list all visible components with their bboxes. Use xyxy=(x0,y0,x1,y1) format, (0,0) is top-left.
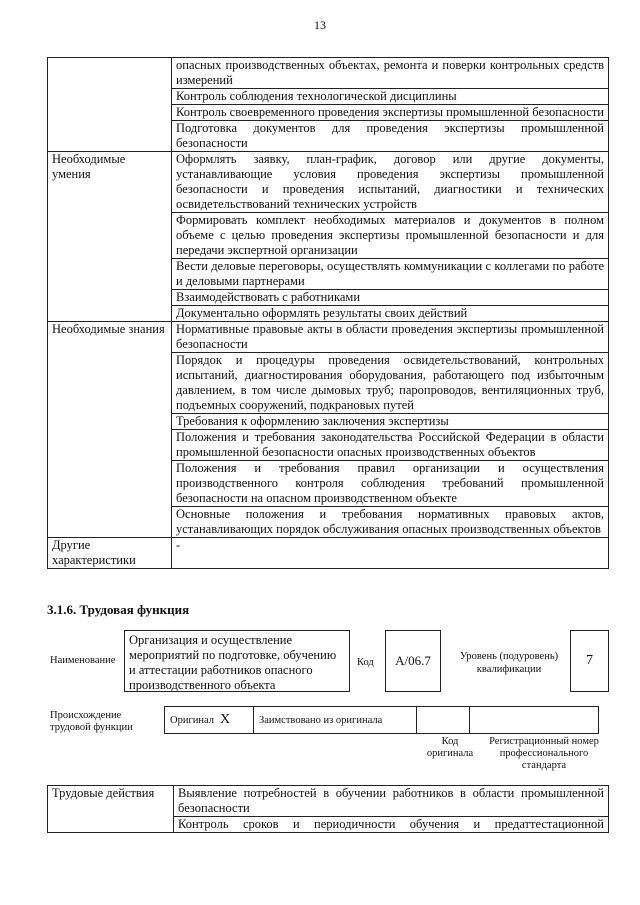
row-text: - xyxy=(172,538,609,569)
row-label-knowledge: Необходимые знания xyxy=(48,322,172,538)
reg-number-caption: Регистрационный номер профессионального стандарта xyxy=(489,736,599,771)
row-text: Нормативные правовые акты в области проведения экспертизы промышленной безопасности xyxy=(172,322,609,353)
level-value-box: 7 xyxy=(570,630,609,692)
code-label: Код xyxy=(357,657,374,668)
row-text: Взаимодействовать с работниками xyxy=(172,290,609,306)
code-caption: Код оригинала xyxy=(426,736,474,759)
page-number: 13 xyxy=(314,18,326,32)
actions-table xyxy=(47,785,609,833)
table-row xyxy=(48,152,609,213)
section-title: 3.1.6. Трудовая функция xyxy=(47,602,190,617)
row-text: Контроль соблюдения технологической дисциплины xyxy=(172,89,609,105)
table-row xyxy=(48,58,609,89)
table-row xyxy=(48,322,609,353)
row-label xyxy=(48,58,172,152)
action-item: Выявление потребностей в обучении работников в области промышленной безопасности xyxy=(174,786,609,817)
function-name-box: Организация и осуществление мероприятий по подготовке, обучению и аттестации работников опасного производственного объекта xyxy=(124,630,350,692)
original-cell xyxy=(165,707,254,734)
name-label: Наименование xyxy=(50,655,116,666)
row-text: опасных производственных объектах, ремонта и поверки контрольных средств измерений xyxy=(172,58,609,89)
table-row xyxy=(48,538,609,569)
row-text: Документально оформлять результаты своих действий xyxy=(172,306,609,322)
row-text: Положения и требования законодательства Российской Федерации в области промышленной безопасности опасных производственных объектов xyxy=(172,430,609,461)
row-text: Требования к оформлению заключения экспертизы xyxy=(172,414,609,430)
row-text: Положения и требования правил организации и осуществления производственного контроля соблюдения требований промышленной безопасности на опасном производственном объекте xyxy=(172,461,609,507)
original-mark: X xyxy=(220,712,231,727)
level-label: Уровень (подуровень) квалификации xyxy=(459,651,559,675)
origin-table xyxy=(164,706,599,734)
action-item: Контроль сроков и периодичности обучения и предаттестационной xyxy=(174,817,609,833)
origin-label: Происхождение трудовой функции xyxy=(50,710,133,733)
original-label: Оригинал xyxy=(170,715,214,726)
row-label-other: Другие характеристики xyxy=(48,538,172,569)
row-label-skills: Необходимые умения xyxy=(48,152,172,322)
row-text: Подготовка документов для проведения экспертизы промышленной безопасности xyxy=(172,121,609,152)
actions-label: Трудовые действия xyxy=(48,786,174,833)
borrowed-cell: Заимствовано из оригинала xyxy=(254,707,417,734)
requirements-table xyxy=(47,57,609,569)
row-text: Формировать комплект необходимых материалов и документов в полном объеме с целью проведения экспертизы промышленной безопасности и для передачи экспертной организации xyxy=(172,213,609,259)
code-cell xyxy=(417,707,470,734)
row-text: Контроль своевременного проведения экспертизы промышленной безопасности xyxy=(172,105,609,121)
code-value-box: A/06.7 xyxy=(385,630,441,692)
row-text: Порядок и процедуры проведения освидетельствований, контрольных испытаний, диагностирования оборудования, работающего под избыточным давлением, в том числе дымовых труб; паропроводов, вентиляционных труб, подъемных сооружений, подкрановых путей xyxy=(172,353,609,414)
table-row xyxy=(48,786,609,817)
row-text: Основные положения и требования нормативных правовых актов, устанавливающих порядок обслуживания опасных производственных объектов xyxy=(172,507,609,538)
reg-number-cell xyxy=(470,707,599,734)
row-text: Вести деловые переговоры, осуществлять коммуникации с коллегами по работе и деловыми партнерами xyxy=(172,259,609,290)
row-text: Оформлять заявку, план-график, договор или другие документы, устанавливающие условия проведения экспертизы промышленной безопасности и проведения испытаний, диагностики и технических освидетельствований технических устройств xyxy=(172,152,609,213)
